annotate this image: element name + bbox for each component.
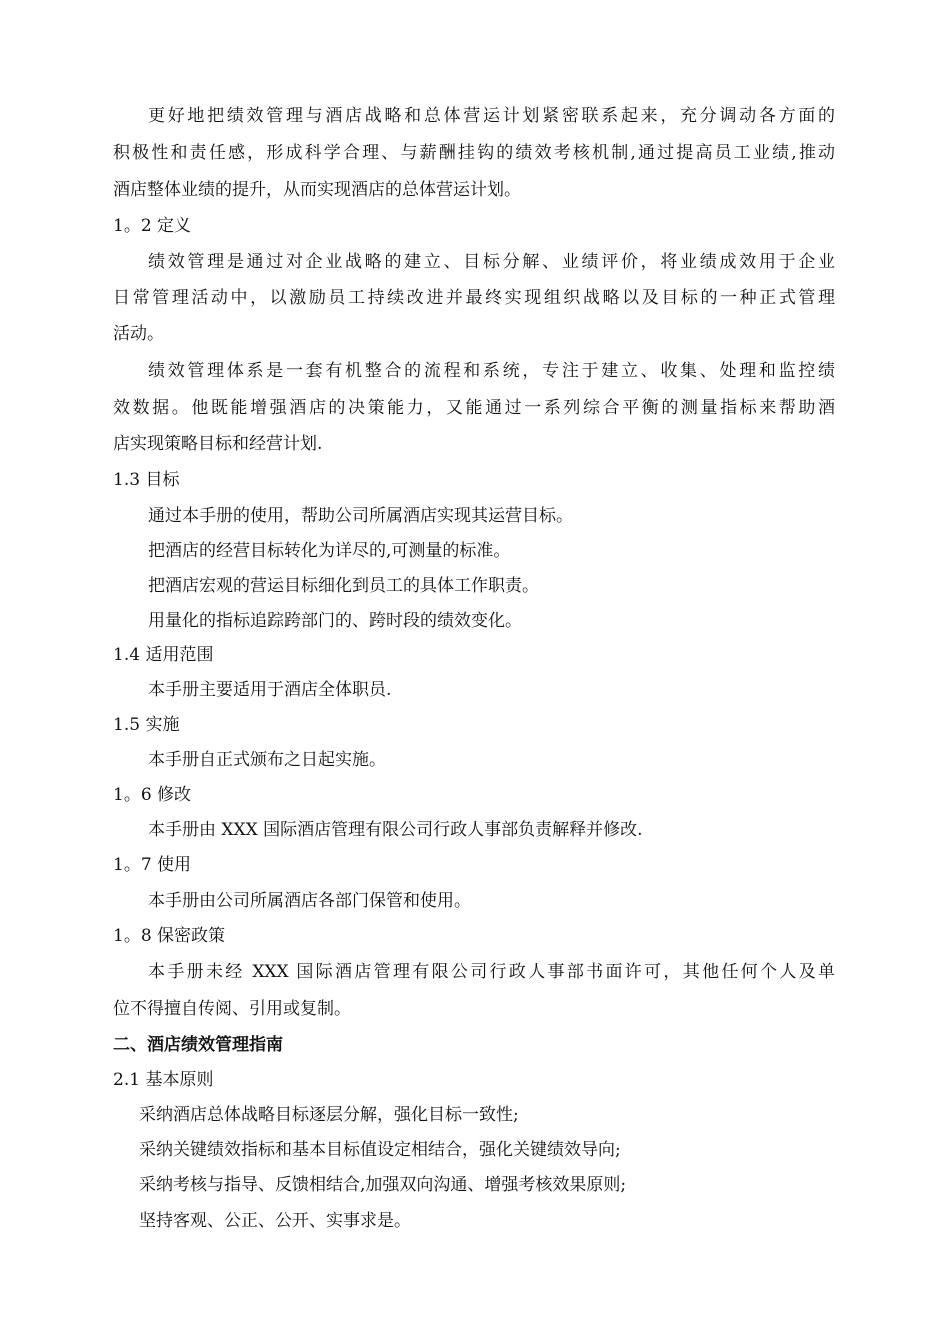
goal-item: 通过本手册的使用，帮助公司所属酒店实现其运营目标。 <box>148 506 573 526</box>
paragraph-line: 效数据。他既能增强酒店的决策能力，又能通过一系列综合平衡的测量指标来帮助酒 <box>113 398 835 418</box>
section-heading-1-7: 1。7 使用 <box>113 855 192 875</box>
confidentiality-text: 本手册未经 XXX 国际酒店管理有限公司行政人事部书面许可，其他任何个人及单 <box>148 962 835 982</box>
paragraph-line: 绩效管理是通过对企业战略的建立、目标分解、业绩评价，将业绩成效用于企业 <box>148 252 835 272</box>
modification-text: 本手册由 XXX 国际酒店管理有限公司行政人事部负责解释并修改. <box>148 820 643 840</box>
paragraph-line: 店实现策略目标和经营计划. <box>113 434 323 454</box>
section-heading-1-5: 1.5 实施 <box>113 715 180 735</box>
paragraph-line: 活动。 <box>113 324 164 344</box>
scope-text: 本手册主要适用于酒店全体职员. <box>148 680 392 700</box>
section-heading-1-3: 1.3 目标 <box>113 470 180 490</box>
principle-item: 采纳关键绩效指标和基本目标值设定相结合，强化关键绩效导向; <box>139 1140 621 1160</box>
section-heading-1-8: 1。8 保密政策 <box>113 926 226 946</box>
paragraph-line: 绩效管理体系是一套有机整合的流程和系统，专注于建立、收集、处理和监控绩 <box>148 361 835 381</box>
paragraph-line: 积极性和责任感，形成科学合理、与薪酬挂钩的绩效考核机制,通过提高员工业绩,推动 <box>113 143 835 163</box>
confidentiality-text: 位不得擅自传阅、引用或复制。 <box>113 999 351 1019</box>
chapter-heading-2: 二、酒店绩效管理指南 <box>113 1035 283 1055</box>
goal-item: 用量化的指标追踪跨部门的、跨时段的绩效变化。 <box>148 611 522 631</box>
paragraph-line: 更好地把绩效管理与酒店战略和总体营运计划紧密联系起来，充分调动各方面的 <box>148 106 835 126</box>
paragraph-line: 日常管理活动中，以激励员工持续改进并最终实现组织战略以及目标的一种正式管理 <box>113 288 835 308</box>
paragraph-line: 酒店整体业绩的提升，从而实现酒店的总体营运计划。 <box>113 180 521 200</box>
section-heading-1-2: 1。2 定义 <box>113 216 192 236</box>
implementation-text: 本手册自正式颁布之日起实施。 <box>148 750 386 770</box>
principle-item: 坚持客观、公正、公开、实事求是。 <box>139 1211 411 1231</box>
section-heading-1-6: 1。6 修改 <box>113 785 192 805</box>
section-heading-2-1: 2.1 基本原则 <box>113 1070 214 1090</box>
goal-item: 把酒店的经营目标转化为详尽的,可测量的标准。 <box>148 541 511 561</box>
goal-item: 把酒店宏观的营运目标细化到员工的具体工作职责。 <box>148 576 539 596</box>
usage-text: 本手册由公司所属酒店各部门保管和使用。 <box>148 891 471 911</box>
principle-item: 采纳考核与指导、反馈相结合,加强双向沟通、增强考核效果原则; <box>139 1175 627 1195</box>
section-heading-1-4: 1.4 适用范围 <box>113 645 214 665</box>
principle-item: 采纳酒店总体战略目标逐层分解，强化目标一致性; <box>139 1105 519 1125</box>
